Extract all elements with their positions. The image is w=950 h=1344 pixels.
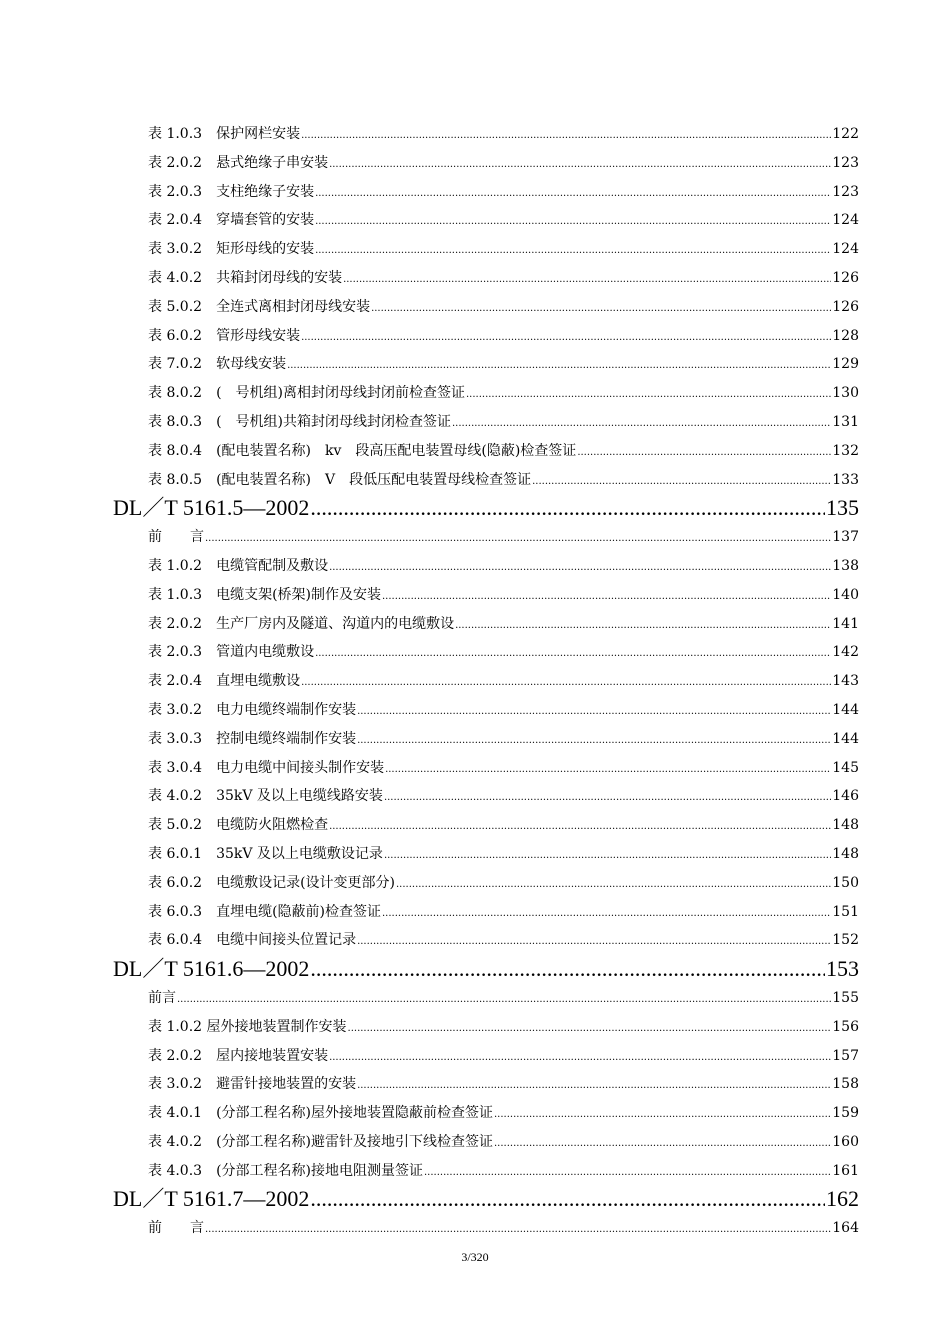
dot-leader (494, 1101, 831, 1130)
page-footer (0, 1250, 950, 1265)
toc-page-number: 150 (832, 874, 859, 891)
toc-entry[interactable] (0, 408, 950, 437)
toc-page-number: 153 (826, 956, 859, 982)
dot-leader (310, 955, 825, 984)
dot-leader (177, 986, 831, 1015)
toc-entry[interactable] (0, 293, 950, 322)
dot-leader (466, 381, 831, 410)
toc-entry-label: 表 2.0.4 穿墙套管的安装 (148, 212, 315, 229)
toc-page-number: 152 (832, 932, 859, 949)
page-number: 3/320 (461, 1250, 489, 1264)
toc-page-number: 146 (832, 788, 859, 805)
toc-entry[interactable] (0, 178, 950, 207)
toc-entry[interactable] (0, 898, 950, 927)
toc-entry[interactable] (0, 869, 950, 898)
toc-page-number: 140 (832, 586, 859, 603)
toc-entry[interactable] (0, 235, 950, 264)
dot-leader (424, 1159, 831, 1188)
toc-entry-label: 表 6.0.3 直埋电缆(隐蔽前)检查签证 (148, 903, 381, 920)
toc-entry[interactable] (0, 984, 950, 1013)
dot-leader (343, 266, 831, 295)
toc-page-number: 141 (832, 615, 859, 632)
toc-entry[interactable] (0, 1070, 950, 1099)
toc-page-number: 126 (832, 298, 859, 315)
toc-page-number: 164 (832, 1220, 859, 1237)
toc-entry-label: 表 3.0.3 控制电缆终端制作安装 (148, 730, 357, 747)
toc-entry-label: 表 3.0.2 避雷针接地装置的安装 (148, 1076, 357, 1093)
toc-page-number: 144 (832, 730, 859, 747)
dot-leader (384, 842, 831, 871)
toc-entry-label: 表 4.0.2 共箱封闭母线的安装 (148, 269, 343, 286)
dot-leader (494, 1130, 831, 1159)
toc-entry[interactable] (0, 120, 950, 149)
toc-page-number: 123 (832, 154, 859, 171)
toc-entry-label: 表 6.0.2 管形母线安装 (148, 327, 301, 344)
toc-entry[interactable] (0, 149, 950, 178)
toc-section-heading[interactable] (0, 494, 950, 523)
toc-entry[interactable] (0, 610, 950, 639)
toc-entry-label: 表 1.0.2 电缆管配制及敷设 (148, 557, 329, 574)
toc-entry-label: DL／T 5161.6—2002 (113, 956, 310, 982)
toc-page-number: 133 (832, 471, 859, 488)
dot-leader (384, 784, 831, 813)
toc-entry[interactable] (0, 437, 950, 466)
toc-section-heading[interactable] (0, 1185, 950, 1214)
toc-entry[interactable] (0, 552, 950, 581)
toc-entry[interactable] (0, 840, 950, 869)
toc-entry[interactable] (0, 1128, 950, 1157)
toc-page-number: 124 (832, 212, 859, 229)
toc-page-number: 144 (832, 701, 859, 718)
toc-entry[interactable] (0, 523, 950, 552)
toc-entry-label: 表 1.0.3 电缆支架(桥架)制作及安装 (148, 586, 381, 603)
toc-entry[interactable] (0, 1042, 950, 1071)
toc-entry-label: 前言 (148, 989, 176, 1006)
toc-entry[interactable] (0, 754, 950, 783)
toc-page-number: 122 (832, 126, 859, 142)
toc-entry-label: 表 3.0.2 电力电缆终端制作安装 (148, 701, 357, 718)
toc-entry-label: 表 2.0.3 管道内电缆敷设 (148, 644, 315, 661)
toc-entry-label: 表 5.0.2 全连式离相封闭母线安装 (148, 298, 371, 315)
toc-entry-label: DL／T 5161.7—2002 (113, 1186, 310, 1212)
toc-page-number: 138 (832, 557, 859, 574)
toc-page-number: 158 (832, 1076, 859, 1093)
toc-page-number: 160 (832, 1133, 859, 1150)
dot-leader (329, 813, 831, 842)
toc-page-number: 137 (832, 529, 859, 546)
dot-leader (329, 554, 831, 583)
dot-leader (382, 900, 831, 929)
toc-page-number: 161 (832, 1162, 859, 1179)
toc-entry-label: 表 4.0.2 (分部工程名称)避雷针及接地引下线检查签证 (148, 1133, 493, 1150)
toc-page-number: 156 (832, 1018, 859, 1035)
dot-leader (310, 494, 825, 523)
toc-entry[interactable] (0, 782, 950, 811)
toc-entry-label: 表 6.0.1 35kV 及以上电缆敷设记录 (148, 845, 383, 862)
dot-leader (301, 122, 831, 151)
dot-leader (357, 727, 831, 756)
toc-entry-label: 表 7.0.2 软母线安装 (148, 356, 287, 373)
toc-entry[interactable] (0, 638, 950, 667)
toc-entry[interactable] (0, 1013, 950, 1042)
toc-entry-label: 前 言 (148, 1220, 204, 1237)
toc-page-number: 123 (832, 183, 859, 200)
toc-entry-label: 表 4.0.3 (分部工程名称)接地电阻测量签证 (148, 1162, 423, 1179)
dot-leader (287, 352, 831, 381)
dot-leader (329, 1044, 831, 1073)
toc-page-number: 148 (832, 817, 859, 834)
toc-page-number: 132 (832, 442, 859, 459)
toc-section-heading[interactable] (0, 955, 950, 984)
dot-leader (385, 756, 831, 785)
table-of-contents (0, 120, 950, 1243)
toc-page-number: 126 (832, 269, 859, 286)
dot-leader (205, 525, 831, 554)
dot-leader (357, 928, 831, 957)
dot-leader (315, 237, 831, 266)
toc-entry-label: 表 2.0.2 悬式绝缘子串安装 (148, 154, 329, 171)
toc-page-number: 145 (832, 759, 859, 776)
dot-leader (301, 324, 831, 353)
toc-entry-label: 表 4.0.1 (分部工程名称)屋外接地装置隐蔽前检查签证 (148, 1105, 493, 1122)
dot-leader (371, 295, 831, 324)
dot-leader (315, 640, 831, 669)
toc-page-number: 151 (832, 903, 859, 920)
toc-entry[interactable] (0, 696, 950, 725)
toc-page-number: 162 (826, 1186, 859, 1212)
toc-entry[interactable] (0, 1214, 950, 1243)
toc-entry[interactable] (0, 264, 950, 293)
dot-leader (532, 468, 831, 497)
dot-leader (315, 180, 831, 209)
toc-entry[interactable] (0, 1099, 950, 1128)
toc-entry[interactable] (0, 206, 950, 235)
toc-page-number: 131 (832, 413, 859, 430)
toc-entry-label: 表 3.0.2 矩形母线的安装 (148, 241, 315, 258)
toc-page-number: 155 (832, 989, 859, 1006)
dot-leader (357, 698, 831, 727)
dot-leader (455, 612, 831, 641)
dot-leader (329, 151, 831, 180)
toc-entry-label: 表 6.0.2 电缆敷设记录(设计变更部分) (148, 874, 395, 891)
toc-entry[interactable] (0, 350, 950, 379)
toc-entry-label: 表 8.0.5 (配电装置名称) V 段低压配电装置母线检查签证 (148, 471, 532, 488)
toc-entry-label: 表 8.0.2 ( 号机组)离相封闭母线封闭前检查签证 (148, 385, 465, 402)
toc-entry-label: 前 言 (148, 529, 204, 546)
toc-entry-label: DL／T 5161.5—2002 (113, 495, 310, 521)
toc-entry-label: 表 1.0.3 保护网栏安装 (148, 126, 301, 142)
dot-leader (452, 410, 831, 439)
toc-entry-label: 表 3.0.4 电力电缆中间接头制作安装 (148, 759, 385, 776)
toc-entry[interactable] (0, 581, 950, 610)
toc-entry-label: 表 6.0.4 电缆中间接头位置记录 (148, 932, 357, 949)
toc-page-number: 130 (832, 385, 859, 402)
dot-leader (348, 1015, 832, 1044)
toc-page-number: 135 (826, 495, 859, 521)
toc-entry-label: 表 2.0.2 生产厂房内及隧道、沟道内的电缆敷设 (148, 615, 455, 632)
dot-leader (301, 669, 831, 698)
toc-entry-label: 表 8.0.3 ( 号机组)共箱封闭母线封闭检查签证 (148, 413, 451, 430)
dot-leader (577, 439, 831, 468)
toc-entry-label: 表 2.0.4 直埋电缆敷设 (148, 673, 301, 690)
toc-page-number: 124 (832, 241, 859, 258)
toc-page-number: 143 (832, 673, 859, 690)
dot-leader (382, 583, 831, 612)
toc-entry-label: 表 4.0.2 35kV 及以上电缆线路安装 (148, 788, 383, 805)
toc-entry[interactable] (0, 725, 950, 754)
toc-entry[interactable] (0, 1157, 950, 1186)
toc-entry-label: 表 8.0.4 (配电装置名称) kv 段高压配电装置母线(隐蔽)检查签证 (148, 442, 577, 459)
toc-entry-label: 表 1.0.2 屋外接地装置制作安装 (148, 1018, 347, 1035)
toc-entry[interactable] (0, 926, 950, 955)
toc-page-number: 159 (832, 1105, 859, 1122)
toc-page-number: 129 (832, 356, 859, 373)
toc-page-number: 128 (832, 327, 859, 344)
dot-leader (315, 208, 831, 237)
toc-entry-label: 表 2.0.3 支柱绝缘子安装 (148, 183, 315, 200)
toc-entry[interactable] (0, 379, 950, 408)
toc-entry-label: 表 2.0.2 屋内接地装置安装 (148, 1047, 329, 1064)
toc-page-number: 148 (832, 845, 859, 862)
toc-entry-label: 表 5.0.2 电缆防火阻燃检查 (148, 817, 329, 834)
toc-page-number: 157 (832, 1047, 859, 1064)
toc-entry[interactable] (0, 811, 950, 840)
dot-leader (205, 1216, 831, 1245)
toc-entry[interactable] (0, 466, 950, 495)
toc-page-number: 142 (832, 644, 859, 661)
toc-entry[interactable] (0, 322, 950, 351)
toc-entry[interactable] (0, 667, 950, 696)
dot-leader (310, 1185, 825, 1214)
dot-leader (357, 1072, 831, 1101)
dot-leader (396, 871, 831, 900)
